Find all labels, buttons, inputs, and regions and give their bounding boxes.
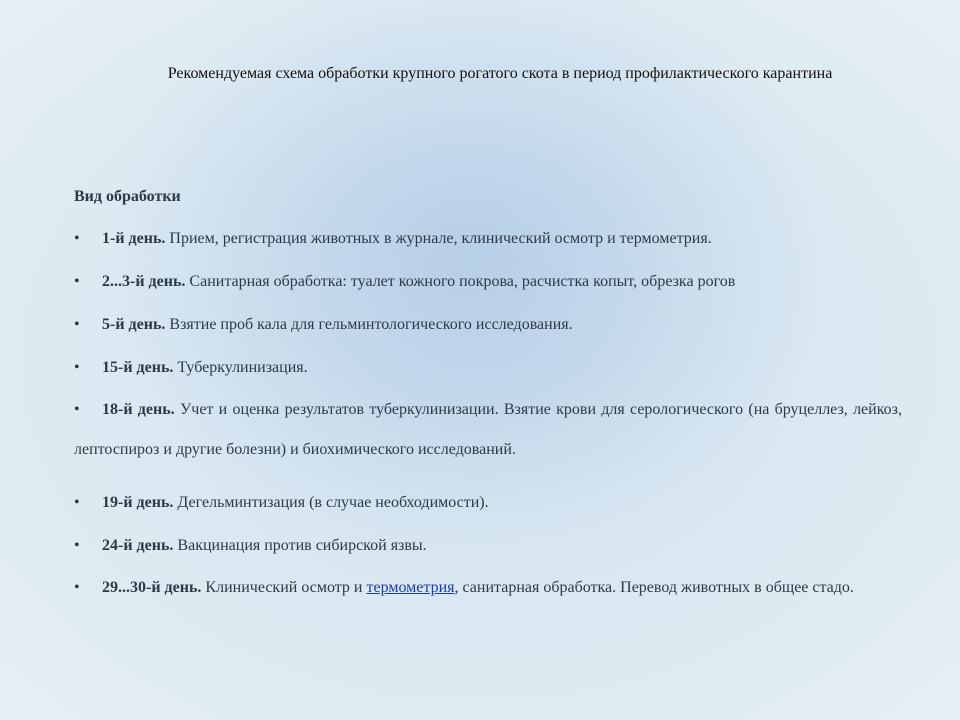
item-text: Взятие проб кала для гельминтологического исследования. xyxy=(165,316,573,333)
day-label: 2...3-й день. xyxy=(102,273,186,290)
bullet-icon: • xyxy=(74,401,80,418)
bullet-icon: • xyxy=(74,230,80,247)
item-text: Учет и оценка результатов туберкулинизации. Взятие крови для серологического (на бруцеллез, лейкоз, лептоспироз и другие болезни) и биохимического исследований. xyxy=(74,401,902,458)
item-text: Клинический осмотр и xyxy=(201,579,367,596)
treatment-schedule-list xyxy=(74,228,902,608)
item-text: Туберкулинизация. xyxy=(173,359,308,376)
bullet-icon: • xyxy=(74,579,80,596)
item-text: Дегельминтизация (в случае необходимости). xyxy=(173,494,489,511)
bullet-icon: • xyxy=(74,537,80,554)
day-label: 1-й день. xyxy=(102,230,166,247)
day-label: 15-й день. xyxy=(102,359,174,376)
bullet-icon: • xyxy=(74,316,80,333)
list-item xyxy=(74,228,902,249)
list-item xyxy=(74,314,902,335)
day-label: 19-й день. xyxy=(102,494,174,511)
slide-title: Рекомендуемая схема обработки крупного рогатого скота в период профилактического карантина xyxy=(167,65,833,82)
item-text: , санитарная обработка. Перевод животных в общее стадо. xyxy=(454,579,854,596)
list-item xyxy=(74,357,902,378)
list-item xyxy=(74,271,902,292)
list-item xyxy=(74,568,902,608)
day-label: 5-й день. xyxy=(102,316,166,333)
bullet-icon: • xyxy=(74,359,80,376)
bullet-icon: • xyxy=(74,494,80,511)
day-label: 24-й день. xyxy=(102,537,174,554)
list-item xyxy=(74,492,902,513)
thermometry-link[interactable]: термометрия xyxy=(366,579,455,596)
day-label: 18-й день. xyxy=(102,401,175,418)
item-text: Вакцинация против сибирской язвы. xyxy=(173,537,427,554)
item-text: Прием, регистрация животных в журнале, клинический осмотр и термометрия. xyxy=(165,230,712,247)
day-label: 29...30-й день. xyxy=(102,579,202,596)
bullet-icon: • xyxy=(74,273,80,290)
item-text: Санитарная обработка: туалет кожного покрова, расчистка копыт, обрезка рогов xyxy=(185,273,736,290)
list-item xyxy=(74,390,902,470)
section-heading: Вид обработки xyxy=(74,188,181,205)
list-item xyxy=(74,535,902,556)
